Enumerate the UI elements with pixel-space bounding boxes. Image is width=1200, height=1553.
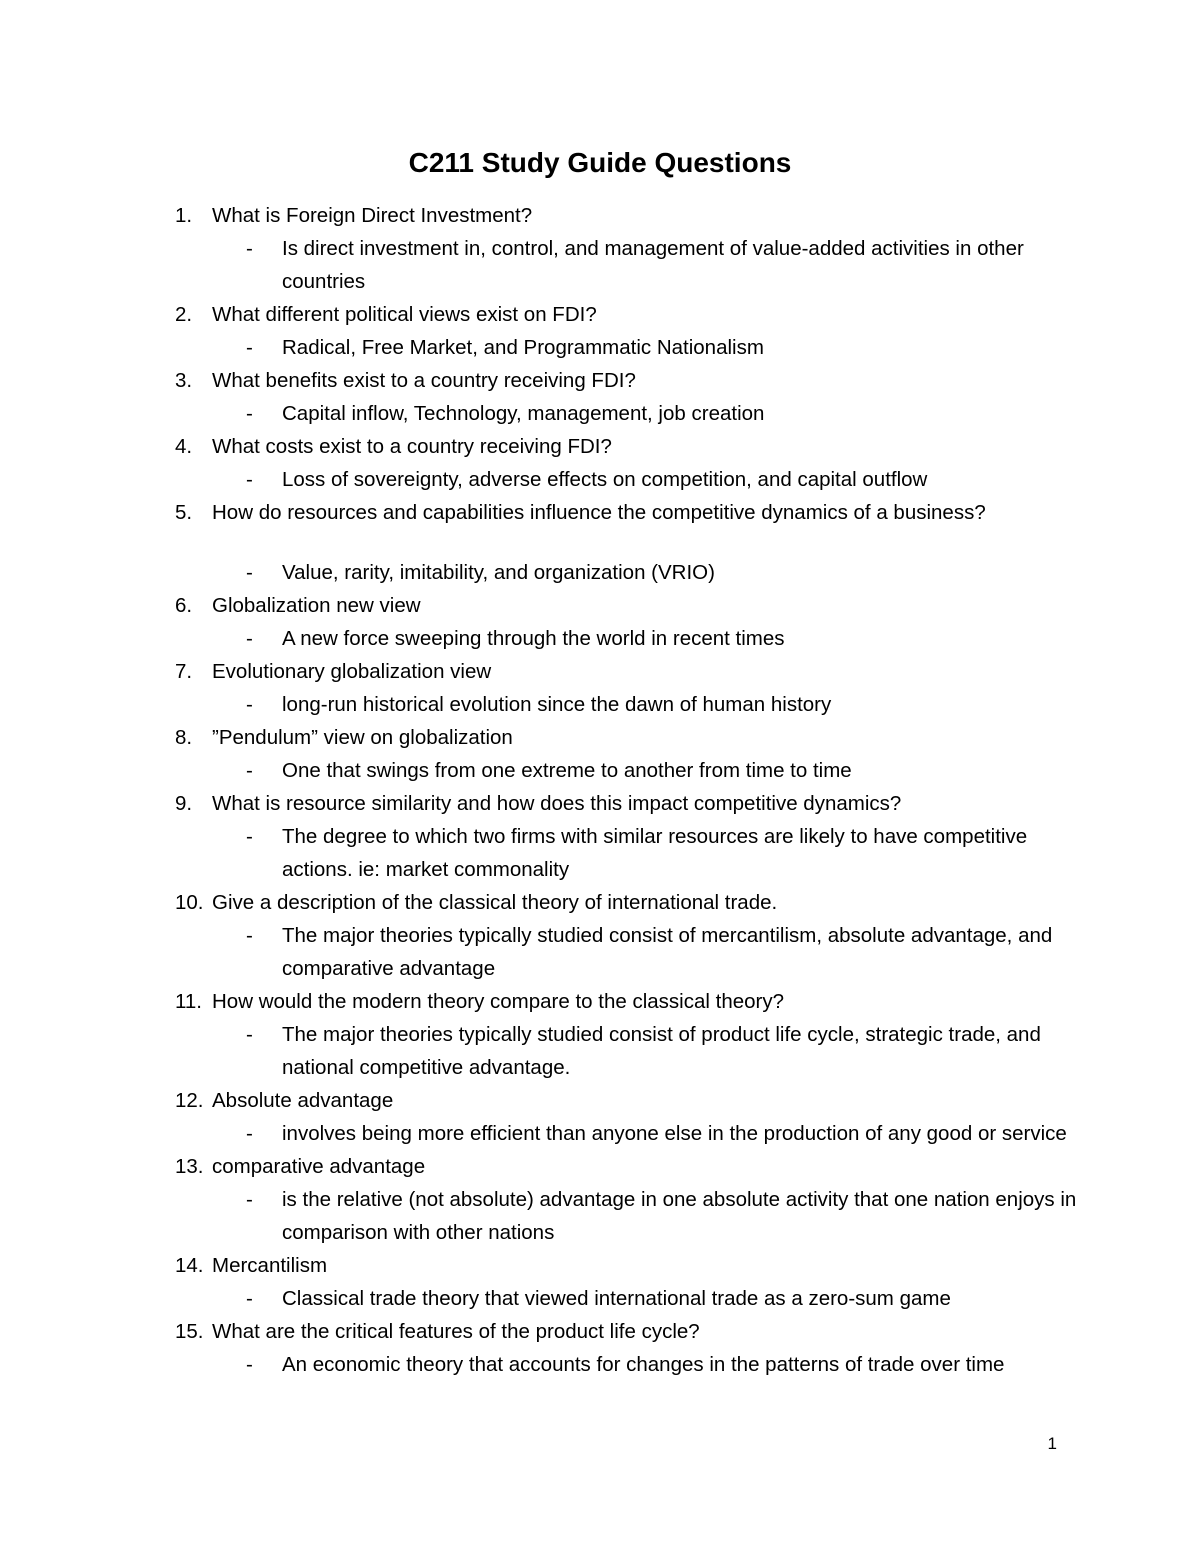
- answer-dash: -: [246, 336, 253, 359]
- answer-dash: -: [246, 468, 253, 491]
- answer-text: Value, rarity, imitability, and organization (VRIO): [282, 561, 715, 584]
- answer-text: The major theories typically studied consist of mercantilism, absolute advantage, and comparative advantage: [282, 924, 1053, 980]
- question-item: [0, 589, 1200, 655]
- question-text: What is resource similarity and how does this impact competitive dynamics?: [212, 792, 902, 815]
- page-title: C211 Study Guide Questions: [408, 147, 792, 178]
- question-item: [0, 1150, 1200, 1249]
- question-text: How do resources and capabilities influence the competitive dynamics of a business?: [212, 501, 986, 524]
- question-item: [0, 430, 1200, 496]
- answer-dash: -: [246, 402, 253, 425]
- question-text: Give a description of the classical theory of international trade.: [212, 891, 778, 914]
- question-text: What is Foreign Direct Investment?: [212, 204, 533, 227]
- question-number: 3.: [175, 369, 193, 392]
- answer-text: Loss of sovereignty, adverse effects on competition, and capital outflow: [282, 468, 928, 491]
- question-item: [0, 1084, 1200, 1150]
- answer-text: long-run historical evolution since the dawn of human history: [282, 693, 832, 716]
- question-item: [0, 1315, 1200, 1381]
- question-item: [0, 655, 1200, 721]
- answer-dash: -: [246, 1287, 253, 1310]
- answer-text: Capital inflow, Technology, management, job creation: [282, 402, 765, 425]
- question-item: [0, 1249, 1200, 1315]
- question-list: [0, 199, 1200, 1381]
- answer-dash: -: [246, 237, 253, 260]
- answer-dash: -: [246, 693, 253, 716]
- question-text: What costs exist to a country receiving FDI?: [212, 435, 612, 458]
- question-text: Mercantilism: [212, 1254, 328, 1277]
- question-text: ”Pendulum” view on globalization: [212, 726, 513, 749]
- blank-line: [0, 529, 1200, 556]
- answer-dash: -: [246, 1122, 253, 1145]
- question-number: 11.: [175, 990, 202, 1013]
- question-number: 4.: [175, 435, 193, 458]
- question-number: 7.: [175, 660, 193, 683]
- answer-text: is the relative (not absolute) advantage in one absolute activity that one nation enjoys in comparison with other nations: [282, 1188, 1077, 1244]
- answer-text: An economic theory that accounts for changes in the patterns of trade over time: [282, 1353, 1005, 1376]
- answer-text: One that swings from one extreme to another from time to time: [282, 759, 852, 782]
- answer-dash: -: [246, 759, 253, 782]
- answer-text: Classical trade theory that viewed international trade as a zero-sum game: [282, 1287, 951, 1310]
- question-text: Globalization new view: [212, 594, 421, 617]
- question-number: 2.: [175, 303, 193, 326]
- question-number: 12.: [175, 1089, 204, 1112]
- question-item: [0, 886, 1200, 985]
- page-number: 1: [1047, 1434, 1057, 1453]
- question-text: What are the critical features of the product life cycle?: [212, 1320, 700, 1343]
- question-number: 9.: [175, 792, 193, 815]
- question-text: What different political views exist on FDI?: [212, 303, 597, 326]
- question-item: [0, 298, 1200, 364]
- answer-dash: -: [246, 627, 253, 650]
- question-item: [0, 364, 1200, 430]
- answer-dash: -: [246, 1188, 253, 1211]
- answer-text: Radical, Free Market, and Programmatic Nationalism: [282, 336, 764, 359]
- question-number: 5.: [175, 501, 193, 524]
- answer-text: The major theories typically studied consist of product life cycle, strategic trade, and national competitive advantage.: [282, 1023, 1041, 1079]
- question-item: [0, 787, 1200, 886]
- question-number: 1.: [175, 204, 193, 227]
- answer-dash: -: [246, 924, 253, 947]
- answer-text: Is direct investment in, control, and management of value-added activities in other countries: [282, 237, 1024, 293]
- question-number: 6.: [175, 594, 193, 617]
- question-text: Absolute advantage: [212, 1089, 394, 1112]
- question-number: 13.: [175, 1155, 204, 1178]
- answer-dash: -: [246, 1353, 253, 1376]
- question-text: How would the modern theory compare to the classical theory?: [212, 990, 785, 1013]
- question-item: [0, 199, 1200, 298]
- question-number: 14.: [175, 1254, 204, 1277]
- question-item: [0, 985, 1200, 1084]
- answer-dash: -: [246, 825, 253, 848]
- answer-dash: -: [246, 561, 253, 584]
- answer-text: The degree to which two firms with similar resources are likely to have competitive actions. ie: market commonality: [282, 825, 1028, 881]
- question-number: 15.: [175, 1320, 204, 1343]
- question-text: What benefits exist to a country receiving FDI?: [212, 369, 636, 392]
- answer-text: A new force sweeping through the world in recent times: [282, 627, 785, 650]
- question-item: [0, 496, 1200, 589]
- answer-dash: -: [246, 1023, 253, 1046]
- question-item: [0, 721, 1200, 787]
- question-text: Evolutionary globalization view: [212, 660, 492, 683]
- question-number: 8.: [175, 726, 193, 749]
- question-number: 10.: [175, 891, 204, 914]
- question-text: comparative advantage: [212, 1155, 426, 1178]
- answer-text: involves being more efficient than anyone else in the production of any good or service: [282, 1122, 1067, 1145]
